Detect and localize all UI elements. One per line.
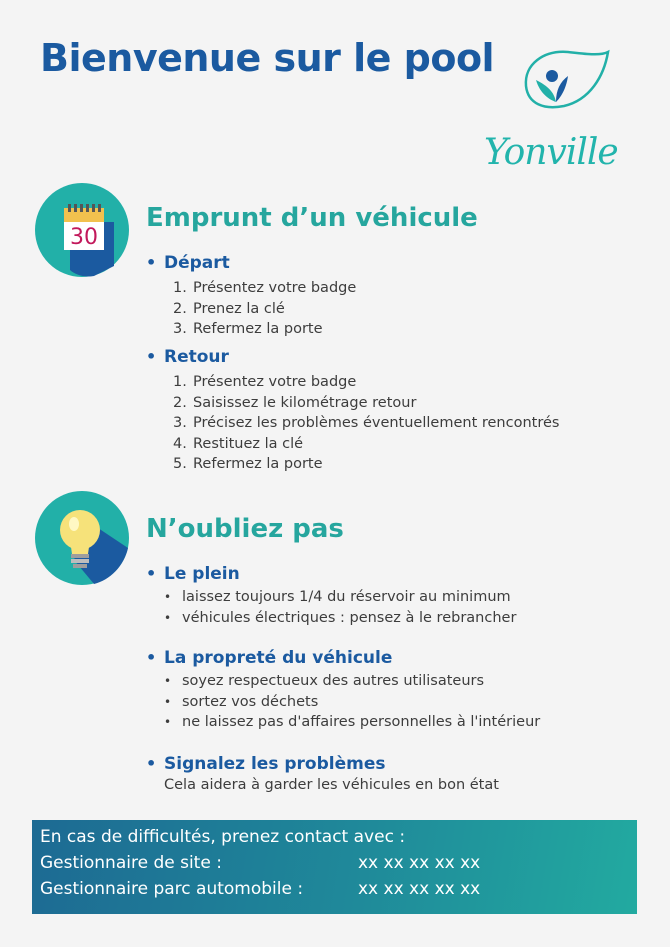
bullet-icon: •	[146, 648, 157, 667]
brand-name: Yonville	[484, 132, 618, 173]
list-item: • ne laissez pas d'affaires personnelles à l'intérieur	[164, 714, 541, 730]
proprete-block	[146, 647, 540, 733]
depart-label: Départ	[164, 253, 230, 273]
plein-block	[146, 563, 516, 628]
plein-heading	[146, 563, 516, 585]
contact-label: Gestionnaire de site :	[40, 853, 222, 873]
list-item: 5. Refermez la porte	[173, 456, 323, 472]
signal-text: Cela aidera à garder les véhicules en bon état	[164, 777, 499, 793]
signal-block	[146, 753, 499, 796]
contact-row-site	[40, 850, 629, 876]
list-item: • sortez vos déchets	[164, 693, 319, 710]
contact-heading: En cas de difficultés, prenez contact avec :	[40, 827, 406, 847]
retour-steps	[146, 372, 559, 475]
plein-items	[146, 587, 516, 628]
bullet-icon: •	[146, 754, 157, 773]
proprete-heading	[146, 647, 540, 669]
proprete-label: La propreté du véhicule	[164, 648, 393, 668]
list-item: • laissez toujours 1/4 du réservoir au minimum	[164, 589, 511, 605]
proprete-items	[146, 671, 540, 733]
depart-block	[146, 252, 356, 340]
retour-heading	[146, 346, 559, 368]
leaf-person-logo	[520, 46, 612, 118]
signal-label: Signalez les problèmes	[164, 754, 386, 774]
bullet-icon: •	[146, 253, 157, 272]
list-item: 4. Restituez la clé	[173, 435, 304, 452]
list-item: 3. Précisez les problèmes éventuellement rencontrés	[173, 415, 560, 431]
list-item: 1. Présentez votre badge	[173, 374, 357, 390]
contact-box	[32, 820, 637, 914]
list-item: 2. Prenez la clé	[173, 300, 285, 317]
calendar-day: 30	[70, 225, 98, 250]
signal-heading	[146, 753, 499, 775]
retour-block	[146, 346, 559, 475]
calendar-icon	[34, 182, 130, 278]
contact-label: Gestionnaire parc automobile :	[40, 879, 304, 899]
depart-steps	[146, 278, 356, 340]
plein-label: Le plein	[164, 564, 240, 584]
contact-phone: xx xx xx xx xx	[358, 879, 481, 899]
lightbulb-icon	[34, 490, 130, 586]
list-item: • soyez respectueux des autres utilisateurs	[164, 673, 485, 689]
contact-phone: xx xx xx xx xx	[358, 853, 481, 873]
section-title-oubliez: N’oubliez pas	[146, 514, 344, 544]
page-title: Bienvenue sur le pool	[40, 36, 495, 80]
contact-row-parc	[40, 876, 629, 902]
retour-label: Retour	[164, 347, 229, 367]
list-item: 1. Présentez votre badge	[173, 280, 357, 296]
list-item: • véhicules électriques : pensez à le rebrancher	[164, 609, 517, 626]
bullet-icon: •	[146, 347, 157, 366]
list-item: 2. Saisissez le kilométrage retour	[173, 394, 417, 411]
section-title-emprunt: Emprunt d’un véhicule	[146, 203, 478, 233]
depart-heading	[146, 252, 356, 274]
bullet-icon: •	[146, 564, 157, 583]
list-item: 3. Refermez la porte	[173, 321, 323, 337]
